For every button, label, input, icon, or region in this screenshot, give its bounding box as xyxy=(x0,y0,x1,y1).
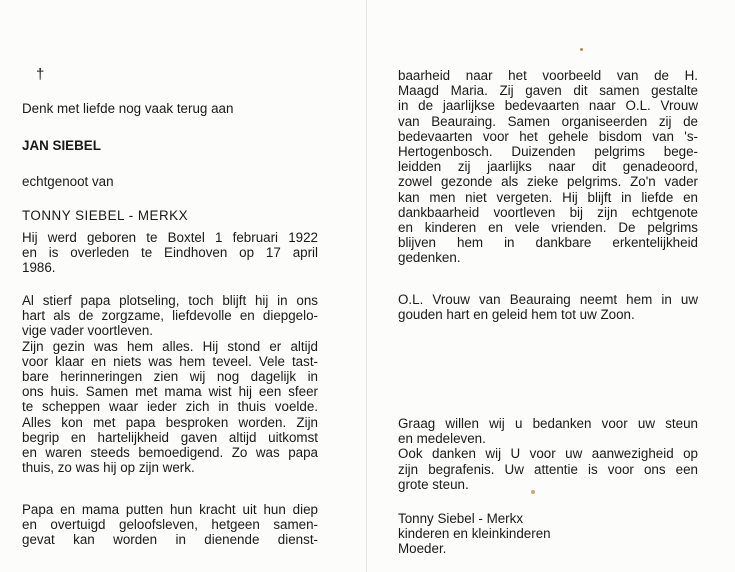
signature-line: kinderen en kleinkinderen xyxy=(398,526,551,542)
text-line: zijn begrafenis. Uw attentie is voor ons een xyxy=(398,461,698,477)
intro-line: Denk met liefde nog vaak terug aan xyxy=(22,101,234,116)
spouse-name: TONNY SIEBEL - MERKX xyxy=(22,208,189,223)
text-line: in de jaarlijkse bedevaarten naar O.L. Vrouw xyxy=(398,98,698,114)
text-line: 1986. xyxy=(22,260,56,276)
text-line: gevat kan worden in dienende dienst- xyxy=(22,532,318,548)
deceased-name: JAN SIEBEL xyxy=(22,138,101,153)
text-line: Ook danken wij U voor uw aanwezigheid op xyxy=(398,446,698,462)
text-line: ons huis. Samen met mama wist hij een sfeer xyxy=(22,384,318,400)
text-line: baarheid naar het voorbeeld van de H. xyxy=(398,68,698,83)
signature-block xyxy=(398,511,698,557)
text-line: leidden zij jaarlijks naar dit genadeoord, xyxy=(398,159,698,175)
text-line: en overtuigd geloofsleven, hetgeen samen- xyxy=(22,517,318,533)
text-line: thuis, zo was hij op zijn werk. xyxy=(22,460,195,476)
prayer-paragraph xyxy=(398,292,698,322)
text-line: hart als de zorgzame, liefdevolle en diepgelo- xyxy=(22,308,318,324)
text-line: Alles kon met papa besproken worden. Zijn xyxy=(22,414,318,430)
relation-line: echtgenoot van xyxy=(22,174,114,189)
text-line: en medeleven. xyxy=(398,431,486,447)
text-line: Hij werd geboren te Boxtel 1 februari 1922 xyxy=(22,230,318,245)
text-line: Al stierf papa plotseling, toch blijft hij in ons xyxy=(22,293,318,308)
text-line: voor klaar en niets was hem teveel. Vele tast- xyxy=(22,353,318,369)
text-line: en waren steeds bemoedigend. Zo was papa xyxy=(22,444,318,460)
paper-speck xyxy=(580,48,583,51)
text-line: van Beauraing. Samen organiseerden zij de xyxy=(398,113,698,129)
text-line: Maagd Maria. Zij gaven dit samen gestalte xyxy=(398,83,698,99)
thanks-paragraph xyxy=(398,416,698,492)
text-line: begrip en hartelijkheid gaven altijd uitkomst xyxy=(22,429,318,445)
text-line: gedenken. xyxy=(398,250,461,266)
text-line: bare herinneringen zien wij nog dagelijk in xyxy=(22,368,318,384)
birth-paragraph xyxy=(22,230,318,276)
text-line: dankbaarheid voortleven bij zijn echtgenote xyxy=(398,204,698,220)
cross-symbol: † xyxy=(36,66,45,83)
signature-line: Tonny Siebel - Merkx xyxy=(398,511,524,526)
faith-paragraph xyxy=(22,502,318,548)
text-line: vige vader voortleven. xyxy=(22,323,154,339)
text-line: kan men niet vergeten. Hij blijft in liefde en xyxy=(398,189,698,205)
text-line: Hertogenbosch. Duizenden pelgrims bege- xyxy=(398,143,698,159)
text-line: Zijn gezin was hem alles. Hij stond er altijd xyxy=(22,338,318,354)
pilgrimage-paragraph xyxy=(398,68,698,265)
text-line: grote steun. xyxy=(398,476,469,492)
text-line: bedevaarten voor het gehele bisdom van 's- xyxy=(398,128,698,144)
card-fold xyxy=(366,0,367,572)
memory-paragraph xyxy=(22,293,318,475)
text-line: zowel gezonde als zieke pelgrims. Zo'n vader xyxy=(398,174,698,190)
text-line: te scheppen waar ieder zich in thuis voelde. xyxy=(22,399,318,415)
text-line: blijven hem in dankbare erkentelijkheid xyxy=(398,235,698,251)
text-line: en is overleden te Eindhoven op 17 april xyxy=(22,245,318,261)
text-line: gouden hart en geleid hem tot uw Zoon. xyxy=(398,307,635,323)
signature-line: Moeder. xyxy=(398,541,447,557)
text-line: Papa en mama putten hun kracht uit hun diep xyxy=(22,502,318,517)
text-line: en kinderen en vele vrienden. De pelgrims xyxy=(398,219,698,235)
text-line: O.L. Vrouw van Beauraing neemt hem in uw xyxy=(398,292,698,307)
text-line: Graag willen wij u bedanken voor uw steun xyxy=(398,416,698,431)
